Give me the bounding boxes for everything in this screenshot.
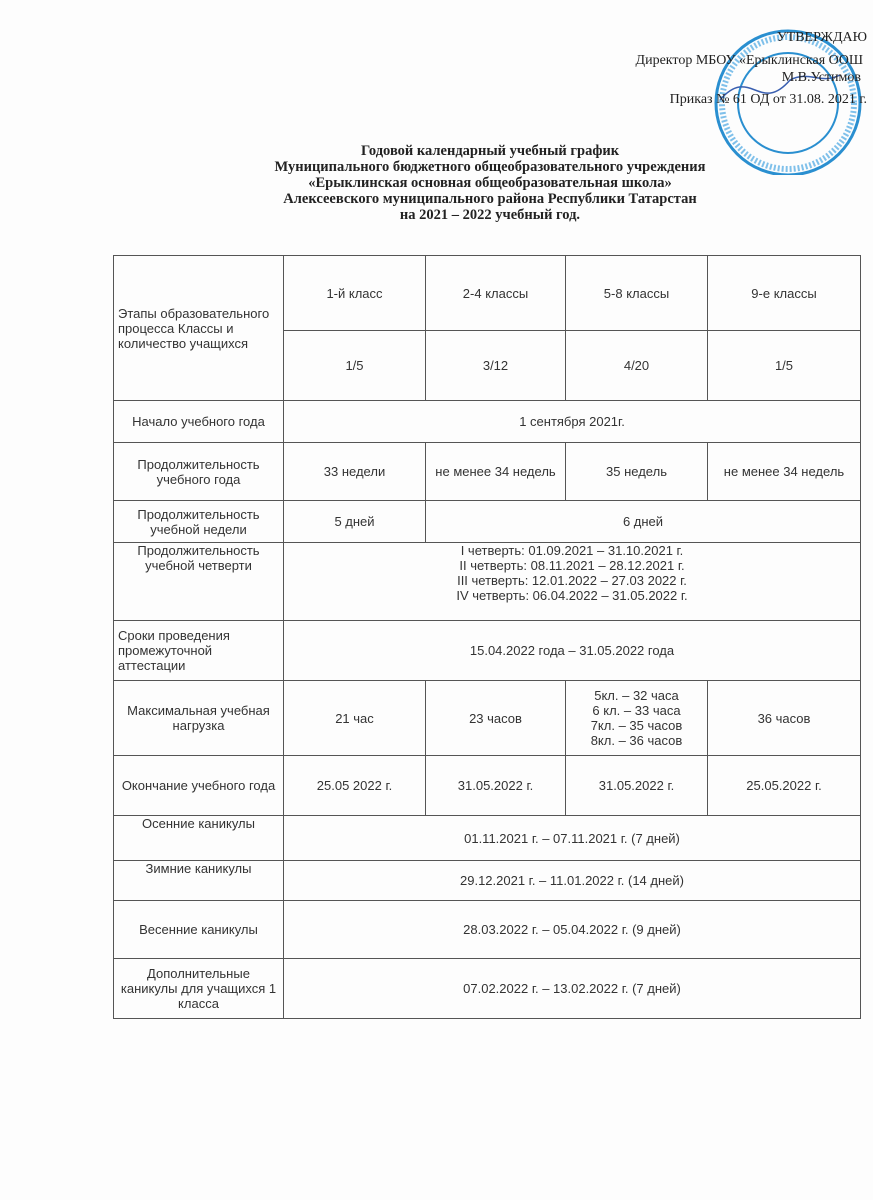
quarter-line: IV четверть: 06.04.2022 – 31.05.2022 г. [456,588,688,603]
row-label: Осенние каникулы [114,816,284,861]
cell: 31.05.2022 г. [426,756,566,816]
quarter-line: I четверть: 01.09.2021 – 31.10.2021 г. [460,543,684,558]
cell: 29.12.2021 г. – 11.01.2022 г. (14 дней) [284,861,861,901]
header-cell: 2-4 классы [426,256,566,331]
cell: 23 часов [426,681,566,756]
cell: не менее 34 недель [708,443,861,501]
table-row [114,756,861,816]
row-label: Продолжительность учебной четверти [114,543,284,621]
title-line: Муниципального бюджетного общеобразовательного учреждения [274,159,706,175]
cell: 25.05 2022 г. [284,756,426,816]
cell: 15.04.2022 года – 31.05.2022 года [284,621,861,681]
title-line: Алексеевского муниципального района Республики Татарстан [283,191,697,207]
table-row [114,681,861,756]
cell: 25.05.2022 г. [708,756,861,816]
header-cell: 1-й класс [284,256,426,331]
table-row [114,256,861,331]
cell: 07.02.2022 г. – 13.02.2022 г. (7 дней) [284,959,861,1019]
table-row [114,543,861,621]
cell: 21 час [284,681,426,756]
director-line: Директор МБОУ «Ерыклинская ООШ [635,53,863,68]
cell: 01.11.2021 г. – 07.11.2021 г. (7 дней) [284,816,861,861]
table-row [114,861,861,901]
cell: 4/20 [566,331,708,401]
cell: 28.03.2022 г. – 05.04.2022 г. (9 дней) [284,901,861,959]
cell: 33 недели [284,443,426,501]
row-label: Продолжительность учебной недели [114,501,284,543]
load-line: 5кл. – 32 часа [594,688,679,703]
cell: 5 дней [284,501,426,543]
document-title [230,143,750,223]
row-label: Дополнительные каникулы для учащихся 1 класса [114,959,284,1019]
row-label: Сроки проведения промежуточной аттестации [114,621,284,681]
row-label: Окончание учебного года [114,756,284,816]
table-row [114,501,861,543]
table-row [114,959,861,1019]
load-line: 7кл. – 35 часов [590,718,683,733]
cell: не менее 34 недель [426,443,566,501]
row-label: Весенние каникулы [114,901,284,959]
cell [566,681,708,756]
cell: 6 дней [426,501,861,543]
load-line: 6 кл. – 33 часа [592,703,681,718]
table-row [114,816,861,861]
table-row [114,621,861,681]
title-line: на 2021 – 2022 учебный год. [399,207,581,223]
cell: 1/5 [284,331,426,401]
quarter-line: II четверть: 08.11.2021 – 28.12.2021 г. [459,558,685,573]
row-label: Начало учебного года [114,401,284,443]
schedule-table [113,255,861,1019]
row-label: Продолжительность учебного года [114,443,284,501]
approve-label: УТВЕРЖДАЮ [776,30,867,45]
director-name: М.В.Устимов [781,70,861,85]
header-cell: Этапы образовательного процесса Классы и количество учащихся [114,256,284,401]
header-cell: 9-е классы [708,256,861,331]
table-row [114,401,861,443]
table-row [114,901,861,959]
header-cell: 5-8 классы [566,256,708,331]
cell: 1/5 [708,331,861,401]
row-label: Максимальная учебная нагрузка [114,681,284,756]
cell: 36 часов [708,681,861,756]
title-line: Годовой календарный учебный график [360,143,620,159]
title-line: «Ерыклинская основная общеобразовательная школа» [308,175,672,191]
table-row [114,443,861,501]
cell: 35 недель [566,443,708,501]
cell [284,543,861,621]
cell: 1 сентября 2021г. [284,401,861,443]
row-label: Зимние каникулы [114,861,284,901]
cell: 31.05.2022 г. [566,756,708,816]
order-line: Приказ № 61 ОД от 31.08. 2021 г. [669,92,867,107]
load-line: 8кл. – 36 часов [590,733,683,748]
quarter-line: III четверть: 12.01.2022 – 27.03 2022 г. [457,573,687,588]
cell: 3/12 [426,331,566,401]
